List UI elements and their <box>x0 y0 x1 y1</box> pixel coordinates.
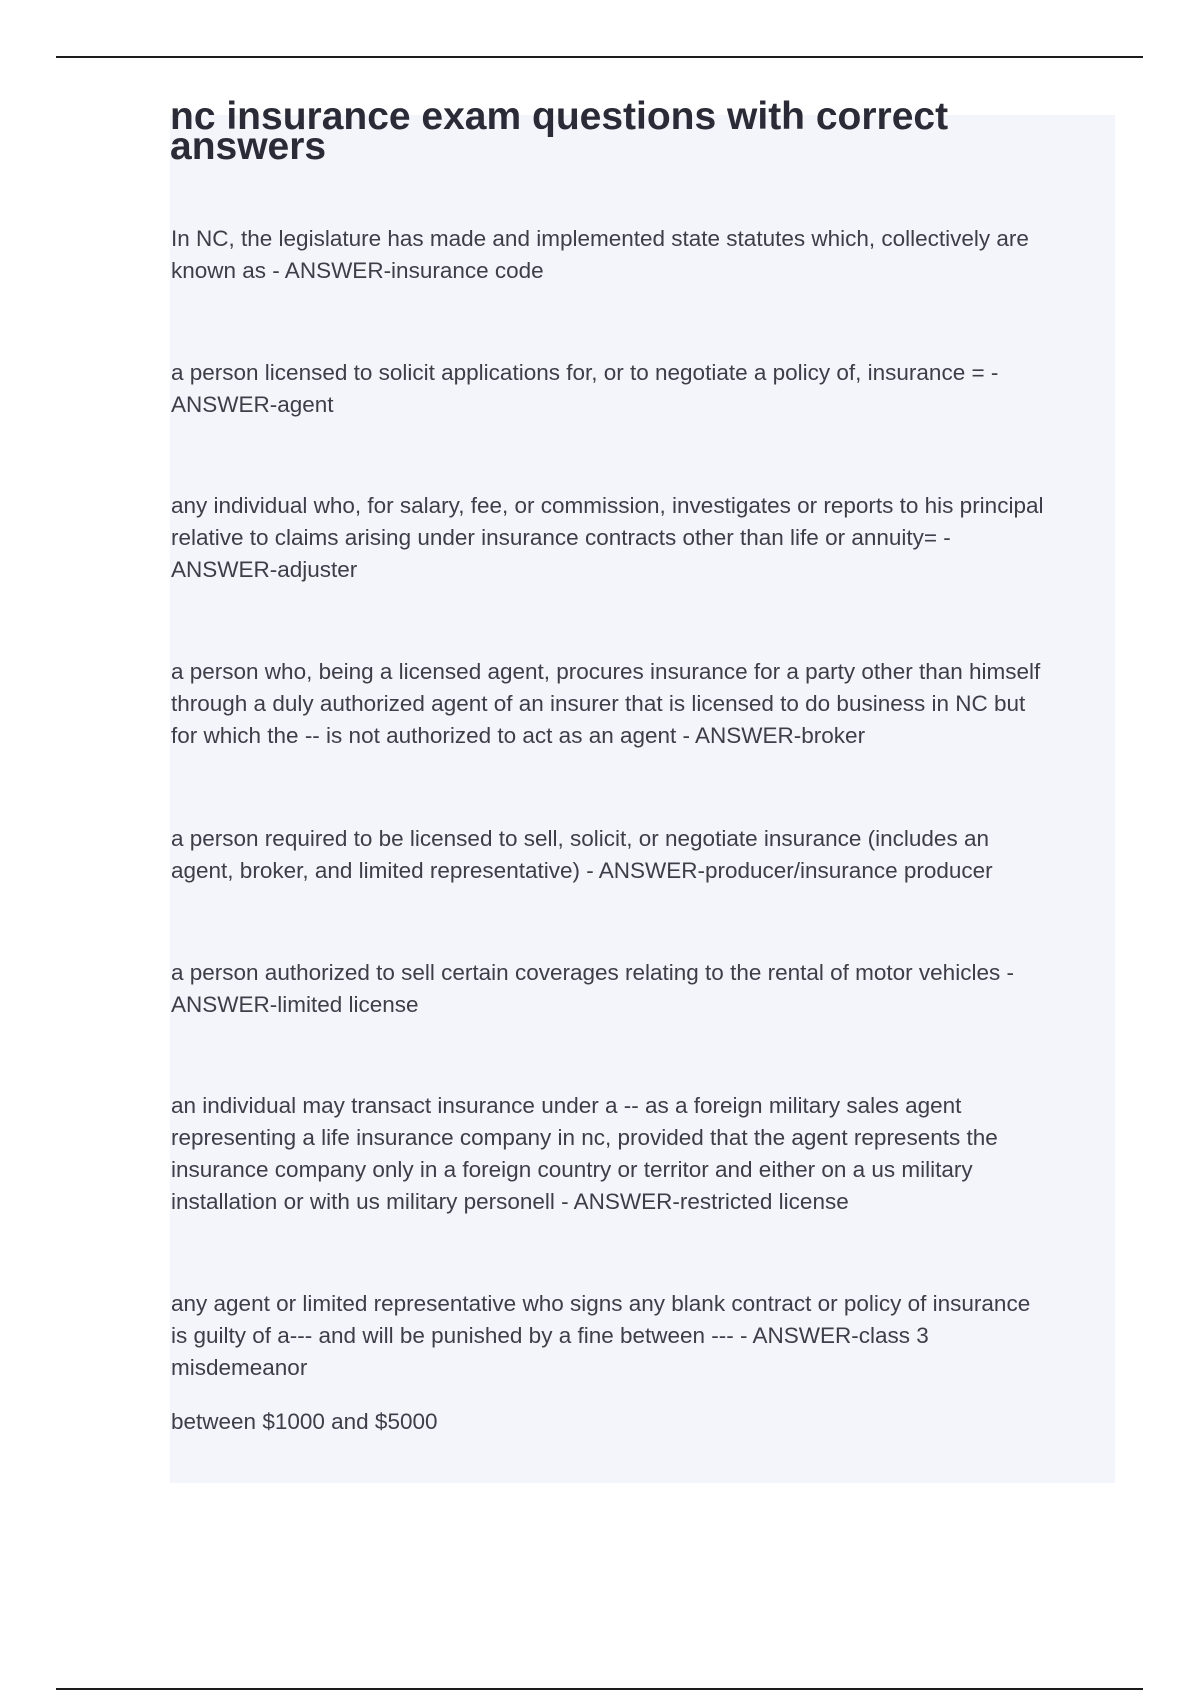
footer-rule <box>56 1688 1143 1690</box>
qa-entry-1: In NC, the legislature has made and implemented state statutes which, collectively are known as - ANSWER-insurance code <box>171 226 1029 283</box>
qa-entry-6: a person authorized to sell certain coverages relating to the rental of motor vehicles - ANSWER-limited license <box>171 960 1014 1017</box>
qa-entry-7: an individual may transact insurance under a -- as a foreign military sales agent representing a life insurance company in nc, provided that the agent represents the insurance company only in a foreign country or territor and either on a us military installation or with us military personell - ANSWER-restricted license <box>171 1093 998 1214</box>
qa-entry-8: any agent or limited representative who signs any blank contract or policy of insurance is guilty of a--- and will be punished by a fine between --- - ANSWER-class 3 misdemeanor <box>171 1291 1031 1380</box>
qa-entry-5: a person required to be licensed to sell, solicit, or negotiate insurance (includes an agent, broker, and limited representative) - ANSWER-producer/insurance producer <box>171 826 993 883</box>
qa-entry-8-continued: between $1000 and $5000 <box>171 1409 438 1434</box>
qa-entry-2: a person licensed to solicit applications for, or to negotiate a policy of, insurance = - ANSWER-agent <box>171 360 999 417</box>
document-title: nc insurance exam questions with correct answers <box>170 95 949 168</box>
document-body <box>170 115 1115 1483</box>
qa-entry-4: a person who, being a licensed agent, procures insurance for a party other than himself through a duly authorized agent of an insurer that is licensed to do business in NC but for which the -- is not authorized to act as an agent - ANSWER-broker <box>171 659 1041 748</box>
header-rule <box>56 56 1143 58</box>
qa-entry-3: any individual who, for salary, fee, or commission, investigates or reports to his principal relative to claims arising under insurance contracts other than life or annuity= - ANSWER-adjuster <box>171 493 1044 582</box>
